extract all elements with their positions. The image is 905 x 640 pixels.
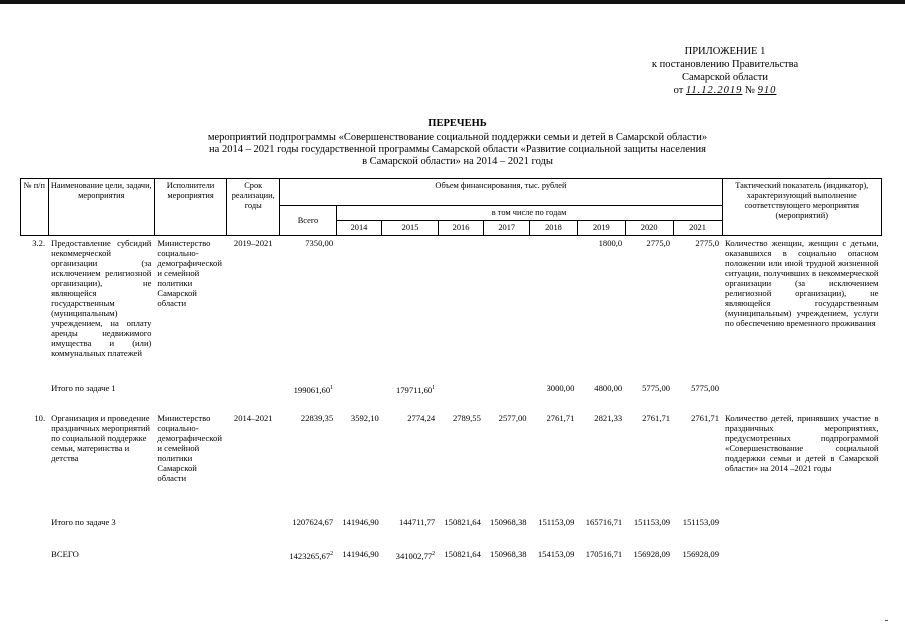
- title-line1: мероприятий подпрограммы «Совершенствование социальной поддержки семьи и детей в Самарской области»: [207, 132, 708, 143]
- header-num: № п/п: [21, 179, 49, 236]
- total-2021: 5775,00: [691, 383, 720, 393]
- total-2016: 150821,64: [444, 517, 481, 527]
- measures-table: [20, 178, 882, 567]
- row-2021: 2761,71: [691, 413, 720, 423]
- annex-no-label: №: [745, 85, 756, 96]
- grand-2018: 154153,09: [537, 549, 575, 559]
- row-2018: 2761,71: [546, 413, 575, 423]
- row-2015: [382, 236, 438, 381]
- grand-2019: 170516,71: [585, 549, 623, 559]
- row-exec: Министерство социально-демографической и семейной политики Самарской области: [157, 238, 222, 308]
- total-total: [280, 381, 336, 411]
- total-2018: 151153,09: [538, 517, 575, 527]
- annex-block: [625, 45, 825, 97]
- total-2015: 144711,77: [398, 517, 436, 527]
- total-num: [21, 381, 49, 411]
- header-finance: Объем финансирования, тыс. рублей: [280, 179, 722, 206]
- row-2016: 2789,55: [452, 413, 481, 423]
- header-year-2014: 2014: [336, 221, 382, 236]
- footnote-mark: 2: [432, 551, 436, 557]
- header-year-2017: 2017: [484, 221, 530, 236]
- table-row-10: [21, 411, 882, 515]
- annex-line3: Самарской области: [682, 72, 768, 83]
- total-total: 1207624,67: [292, 517, 334, 527]
- total-num: [21, 515, 49, 547]
- header-year-2016: 2016: [438, 221, 484, 236]
- grand-2015: [382, 547, 438, 567]
- annex-number: 910: [757, 85, 777, 96]
- row-exec: Министерство социально-демографической и семейной политики Самарской области: [157, 413, 222, 483]
- grand-total-value: 1423265,67: [289, 550, 331, 561]
- total-2014: [336, 381, 382, 411]
- row-2018: [530, 236, 578, 381]
- total-row-task3: [21, 515, 882, 547]
- annex-date-line: [625, 85, 825, 97]
- row-num: 3.2.: [32, 238, 46, 248]
- row-indicator: Количество женщин, женщин с детьми, оказавшихся в социально опасном положении или иной трудной жизненной ситуации, получивших в некоммерческой организации (за исключением религиозной организации), не являющейся государственным (муниципальным) учреждением, услуги по обеспечению временного проживания: [725, 238, 879, 328]
- row-2019: 2821,33: [594, 413, 623, 423]
- footnote-mark: 1: [330, 385, 334, 391]
- table-row-3-2: [21, 236, 882, 381]
- row-term: 2019–2021: [233, 238, 273, 248]
- total-label: Итого по задаче 3: [51, 517, 116, 527]
- document-title: [150, 118, 765, 168]
- total-row-task1: [21, 381, 882, 411]
- header-year-2018: 2018: [530, 221, 578, 236]
- grand-2015-value: 341002,77: [395, 550, 433, 561]
- row-2020: 2761,71: [642, 413, 671, 423]
- scan-speck: [885, 620, 888, 621]
- annex-title: ПРИЛОЖЕНИЕ 1: [684, 46, 766, 57]
- annex-date: 11.12.2019: [685, 85, 743, 96]
- header-name: Наименование цели, задачи, мероприятия: [48, 179, 154, 236]
- header-exec: Исполнители мероприятия: [154, 179, 226, 236]
- row-total: 22839,35: [300, 413, 334, 423]
- annex-from-label: от: [673, 85, 684, 96]
- row-name: Организация и проведение праздничных мероприятий по социальной поддержке семьи, материнства и детства: [51, 413, 151, 463]
- total-2015: [382, 381, 438, 411]
- total-label: Итого по задаче 1: [51, 383, 116, 393]
- total-num: [21, 547, 49, 567]
- row-2020: 2775,0: [646, 238, 671, 248]
- total-2017: [484, 381, 530, 411]
- total-indicator: [722, 381, 881, 411]
- header-by-years: в том числе по годам: [336, 206, 722, 221]
- title-head: ПЕРЕЧЕНЬ: [428, 118, 487, 129]
- header-total: Всего: [280, 206, 336, 236]
- total-2019: 4800,00: [594, 383, 623, 393]
- row-2014: 3592,10: [350, 413, 379, 423]
- row-total: 7350,00: [305, 238, 334, 248]
- grand-2020: 156928,09: [633, 549, 671, 559]
- grand-2016: 150821,64: [444, 549, 481, 559]
- total-2020: 5775,00: [642, 383, 671, 393]
- header-indicator: Тактический показатель (индикатор), характеризующий выполнение соответствующего мероприятия (мероприятий): [722, 179, 881, 236]
- row-2019: 1800,0: [598, 238, 623, 248]
- grand-label: ВСЕГО: [51, 549, 79, 559]
- header-year-2019: 2019: [577, 221, 625, 236]
- total-2014: 141946,90: [342, 517, 379, 527]
- header-year-2020: 2020: [625, 221, 673, 236]
- row-num: 10.: [34, 413, 46, 423]
- total-2015-value: 179711,60: [395, 384, 433, 395]
- total-2018: 3000,00: [546, 383, 575, 393]
- row-2016: [438, 236, 484, 381]
- title-line3: в Самарской области» на 2014 – 2021 годы: [362, 156, 553, 167]
- row-2014: [336, 236, 382, 381]
- header-term: Срок реализации, годы: [227, 179, 280, 236]
- header-year-2021: 2021: [673, 221, 722, 236]
- total-2021: 151153,09: [682, 517, 720, 527]
- total-indicator: [722, 515, 881, 547]
- total-2017: 150968,38: [490, 517, 527, 527]
- row-indicator: Количество детей, принявших участие в праздничных мероприятиях, предусмотренных подпрограммой «Совершенствование социальной поддержки семьи и детей в Самарской области» на 2014 –2021 годы: [725, 413, 879, 473]
- footnote-mark: 1: [432, 385, 436, 391]
- scan-top-border: [0, 0, 905, 4]
- grand-2017: 150968,38: [490, 549, 527, 559]
- total-total-value: 199061,60: [293, 384, 331, 395]
- row-2017: [484, 236, 530, 381]
- annex-line2: к постановлению Правительства: [651, 59, 799, 70]
- grand-2014: 141946,90: [342, 549, 379, 559]
- row-2015: 2774,24: [407, 413, 436, 423]
- grand-total: [280, 547, 336, 567]
- title-line2: на 2014 – 2021 годы государственной программы Самарской области «Развитие социальной защиты населения: [209, 144, 706, 155]
- row-name: Предоставление субсидий некоммерческой организации (за исключением религиозной организации), не являющейся государственным (муниципальным) учреждением, на оплату аренды недвижимого имущества и (или) коммунальных платежей: [51, 238, 152, 358]
- grand-2021: 156928,09: [682, 549, 720, 559]
- grand-indicator: [722, 547, 881, 567]
- grand-total-row: [21, 547, 882, 567]
- total-2019: 165716,71: [585, 517, 623, 527]
- row-2021: 2775,0: [695, 238, 720, 248]
- row-term: 2014–2021: [233, 413, 273, 423]
- total-2016: [438, 381, 484, 411]
- row-2017: 2577,00: [498, 413, 527, 423]
- footnote-mark: 2: [330, 551, 334, 557]
- header-year-2015: 2015: [382, 221, 438, 236]
- total-2020: 151153,09: [633, 517, 671, 527]
